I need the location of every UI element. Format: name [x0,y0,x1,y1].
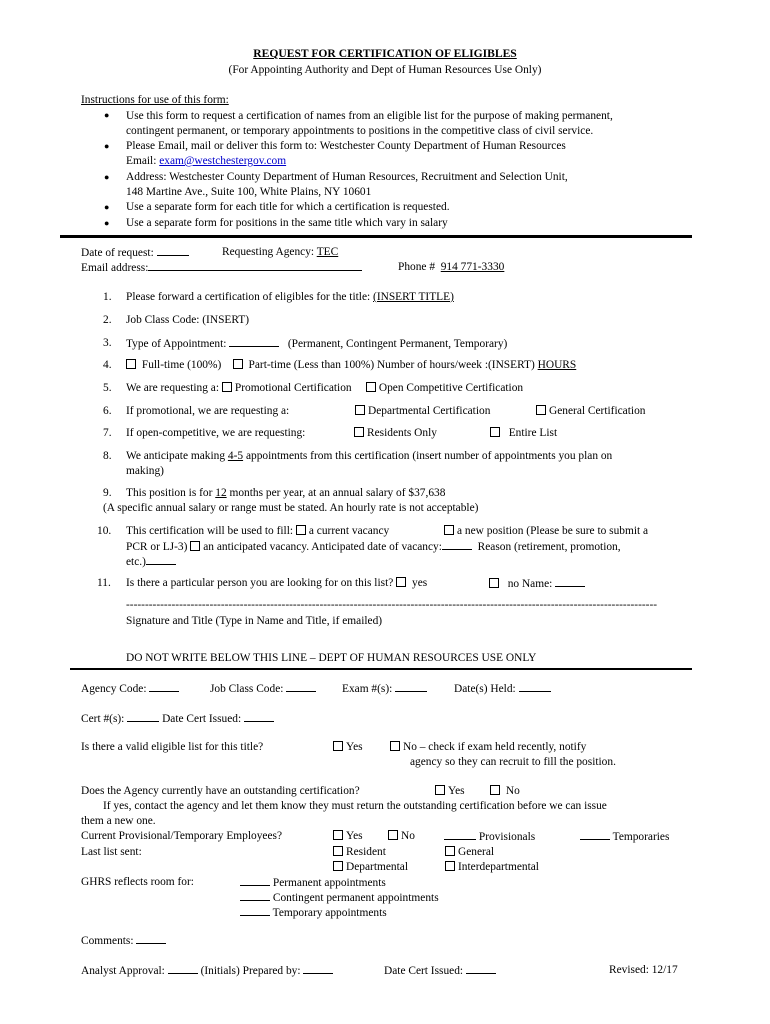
permanent-label: Permanent appointments [272,877,386,889]
residents-only-checkbox[interactable] [354,427,364,437]
revised-label: Revised: 12/17 [609,964,678,976]
provisionals-label: Provisionals [478,831,536,843]
instruction-5: Use a separate form for positions in the same title which vary in salary [126,217,448,229]
email-prefix: Email: [126,155,160,167]
outstanding-no [490,784,520,798]
item-11-number: 11. [97,577,111,589]
item-10-new [444,524,648,538]
provisional-no-label: No [401,830,415,842]
provisional-yes [333,829,363,843]
date-field[interactable] [157,245,189,256]
valid-list-question: Is there a valid eligible list for this title? [81,741,264,753]
item-6-general [536,404,645,418]
instruction-4: Use a separate form for each title for which a certification is requested. [126,201,450,213]
hours-value[interactable]: HOURS [537,359,577,371]
item-9 [126,486,445,500]
item-7-number: 7. [103,427,112,439]
instruction-3: Address: Westchester County Department of Human Resources, Recruitment and Selection Unit, [126,171,568,183]
departmental-label: Departmental [346,861,408,873]
temporaries-label: Temporaries [612,831,670,843]
entire-list-checkbox[interactable] [490,427,500,437]
exam-number [342,681,427,696]
item-10-line3 [126,554,176,569]
outstanding-no-checkbox[interactable] [490,785,500,795]
date-label: Date of request: [81,247,154,259]
person-yes-label: yes [412,577,428,589]
job-class-code [210,681,316,696]
signature-dashes: -------------------------------------------------------------------------------------------------------------------------------------------- [126,599,658,611]
provisional-question: Current Provisional/Temporary Employees? [81,830,283,842]
ghrs-permanent [240,875,386,890]
phone-value[interactable]: 914 771-3330 [440,261,505,273]
item-6-text: If promotional, we are requesting a: [126,405,290,417]
comments [81,933,166,948]
outstanding-question: Does the Agency currently have an outstanding certification? [81,785,360,797]
date-cert-issued [384,963,496,978]
provisional-no-checkbox[interactable] [388,830,398,840]
current-vacancy-label: a current vacancy [308,525,390,537]
item-11-text: Is there a particular person you are looking for on this list? [126,577,394,589]
do-not-write-notice: DO NOT WRITE BELOW THIS LINE – DEPT OF HUMAN RESOURCES USE ONLY [126,652,537,664]
residents-only-label: Residents Only [367,427,437,439]
item-4-number: 4. [103,359,112,371]
item-3-options: (Permanent, Contingent Permanent, Temporary) [287,338,508,350]
permanent-field[interactable] [240,875,270,886]
dates-held-field[interactable] [519,681,551,692]
general-cert-label: General Certification [549,405,646,417]
item-11 [126,576,427,590]
comments-field[interactable] [136,933,166,944]
item-10 [126,524,389,538]
item-2-text: Job Class Code: (INSERT) [126,314,250,326]
resident-label: Resident [346,846,386,858]
item-8-post: appointments from this certification (insert number of appointments you plan on [245,450,613,462]
promotional-label: Promotional Certification [234,382,352,394]
item-10-line2 [126,539,621,554]
open-competitive-checkbox[interactable] [366,382,376,392]
fulltime-checkbox[interactable] [126,359,136,369]
parttime-checkbox[interactable] [233,359,243,369]
item-9-number: 9. [103,487,112,499]
provisional-yes-checkbox[interactable] [333,830,343,840]
title-value[interactable]: (INSERT TITLE) [373,291,454,303]
item-2-number: 2. [103,314,112,326]
entire-list-label: Entire List [508,427,558,439]
agency-label: Requesting Agency: [222,246,315,258]
fulltime-label: Full-time (100%) [141,359,222,371]
last-list-label: Last list sent: [81,846,142,858]
promotional-checkbox[interactable] [222,382,232,392]
outstanding-note-cont: them a new one. [81,815,156,827]
comments-label: Comments: [81,935,134,947]
instruction-1-cont: contingent permanent, or temporary appointments to positions in the competitive class of civil service. [126,125,594,137]
form-title: REQUEST FOR CERTIFICATION OF ELIGIBLES [253,47,517,60]
valid-no-cont: agency so they can recruit to fill the position. [410,756,616,768]
item-8-pre: We anticipate making [126,450,226,462]
months-value[interactable]: 12 [215,487,227,499]
signature-label[interactable]: Signature and Title (Type in Name and Title, if emailed) [126,615,383,627]
item-5 [126,381,523,395]
departmental-checkbox[interactable] [333,861,343,871]
bullet-icon: ● [104,141,110,151]
item-1-text: Please forward a certification of eligibles for the title: [126,291,371,303]
item-5-number: 5. [103,382,112,394]
provisionals-count [444,829,535,844]
agency-code-label: Agency Code: [81,683,147,695]
valid-yes-checkbox[interactable] [333,741,343,751]
prepared-by-field[interactable] [303,963,333,974]
item-8 [126,449,612,463]
temporaries-field[interactable] [580,829,610,840]
parttime-label: Part-time (Less than 100%) Number of hours/week :(INSERT) [248,359,535,371]
item-5-text: We are requesting a: [126,382,220,394]
item-1-number: 1. [103,291,112,303]
form-subtitle: (For Appointing Authority and Dept of Human Resources Use Only) [228,64,542,76]
current-vacancy-checkbox[interactable] [296,525,306,535]
person-no-label: no Name: [507,578,553,590]
contingent-field[interactable] [240,890,270,901]
last-list-departmental [333,860,408,874]
person-no-checkbox[interactable] [489,578,499,588]
analyst-approval [81,963,333,978]
item-3-text: Type of Appointment: [126,338,227,350]
cert-label: Cert #(s): [81,713,125,725]
item-4 [126,358,576,372]
item-3 [126,336,507,351]
reason-label: Reason (retirement, promotion, [477,541,621,553]
provisional-no [388,829,415,843]
outstanding-no-label: No [505,785,520,797]
instruction-2: Please Email, mail or deliver this form to: Westchester County Department of Human Resources [126,140,566,152]
phone [398,260,504,274]
analyst-label: Analyst Approval: [81,965,165,977]
job-class-field[interactable] [286,681,316,692]
reason-field[interactable] [146,554,176,565]
departmental-cert-label: Departmental Certification [368,405,491,417]
anticipated-vacancy-label: an anticipated vacancy. Anticipated date of vacancy: [203,541,442,553]
job-class-label: Job Class Code: [210,683,284,695]
new-position-checkbox[interactable] [444,525,454,535]
general-cert-checkbox[interactable] [536,405,546,415]
item-7-text: If open-competitive, we are requesting: [126,427,306,439]
bullet-icon: ● [104,172,110,182]
agency-code-field[interactable] [149,681,179,692]
appointments-count[interactable]: 4-5 [227,450,244,462]
ghrs-contingent [240,890,439,905]
general-checkbox[interactable] [445,846,455,856]
item-6-departmental [355,404,490,418]
bullet-icon: ● [104,218,110,228]
item-6-number: 6. [103,405,112,417]
item-8-number: 8. [103,450,112,462]
dates-held [454,681,551,696]
exam-label: Exam #(s): [342,683,393,695]
email-link[interactable]: exam@westchestergov.com [159,155,287,167]
temporary-field[interactable] [240,905,270,916]
departmental-cert-checkbox[interactable] [355,405,365,415]
dates-held-label: Date(s) Held: [454,683,516,695]
item-1 [126,290,454,304]
item-9-post: months per year, at an annual salary of $37,638 [229,487,446,499]
item-10-number: 10. [97,525,112,537]
valid-no-label: No – check if exam held recently, notify [403,741,587,753]
outstanding-yes-label: Yes [448,785,465,797]
last-list-interdepartmental [445,860,539,874]
outstanding-note: If yes, contact the agency and let them know they must return the outstanding certification before we can issue [103,800,607,812]
item-10-pre: This certification will be used to fill: [126,525,294,537]
date-cert-field[interactable] [244,711,274,722]
initials-label: (Initials) Prepared by: [200,965,301,977]
resident-checkbox[interactable] [333,846,343,856]
etc-label: etc.) [126,556,146,568]
valid-no-checkbox[interactable] [390,741,400,751]
date-cert-label: Date Cert Issued: [162,713,242,725]
valid-yes [333,740,363,754]
ghrs-label: GHRS reflects room for: [81,876,194,888]
interdepartmental-label: Interdepartmental [458,861,539,873]
cert-number [81,711,274,726]
appointment-type-field[interactable] [229,336,279,347]
item-7-entire [490,426,557,440]
last-list-general [445,845,494,859]
office-divider [70,668,692,670]
temporaries-count [580,829,669,844]
general-label: General [458,846,495,858]
person-name-field[interactable] [555,576,585,587]
date-issued-label: Date Cert Issued: [384,965,464,977]
agency-code [81,681,179,696]
instruction-2-email [126,154,286,168]
outstanding-yes [435,784,465,798]
contingent-label: Contingent permanent appointments [272,892,439,904]
valid-no [390,740,586,754]
item-9-pre: This position is for [126,487,213,499]
agency-value[interactable]: TEC [316,246,339,258]
item-3-number: 3. [103,337,112,349]
outstanding-yes-checkbox[interactable] [435,785,445,795]
vacancy-date-field[interactable] [442,539,472,550]
ghrs-temporary [240,905,387,920]
item-9-note: (A specific annual salary or range must be stated. An hourly rate is not acceptable) [103,502,479,514]
email-field[interactable] [148,260,362,271]
person-yes-checkbox[interactable] [396,577,406,587]
section-divider [60,235,692,238]
date-of-request [81,245,189,260]
bullet-icon: ● [104,202,110,212]
email-label: Email address: [81,262,149,274]
instruction-1: Use this form to request a certification of names from an eligible list for the purpose of making permanent, [126,110,613,122]
instructions-heading: Instructions for use of this form: [81,94,229,106]
new-position-label: a new position (Please be sure to submit a [457,525,649,537]
date-issued-field[interactable] [466,963,496,974]
requesting-agency [222,245,338,259]
provisional-yes-label: Yes [346,830,363,842]
pcr-label: PCR or LJ-3) [126,541,188,553]
item-11-no [489,576,585,591]
item-7-residents [354,426,437,440]
email-address [81,260,362,275]
open-competitive-label: Open Competitive Certification [378,382,524,394]
anticipated-vacancy-checkbox[interactable] [190,541,200,551]
provisionals-field[interactable] [444,829,476,840]
item-8-cont: making) [126,465,164,477]
phone-label: Phone # [398,261,436,273]
exam-field[interactable] [395,681,427,692]
bullet-icon: ● [104,110,110,120]
instruction-3-cont: 148 Martine Ave., Suite 100, White Plains, NY 10601 [126,186,372,198]
temporary-label: Temporary appointments [272,907,387,919]
cert-field[interactable] [127,711,159,722]
valid-yes-label: Yes [346,741,363,753]
interdepartmental-checkbox[interactable] [445,861,455,871]
analyst-field[interactable] [168,963,198,974]
last-list-resident [333,845,386,859]
